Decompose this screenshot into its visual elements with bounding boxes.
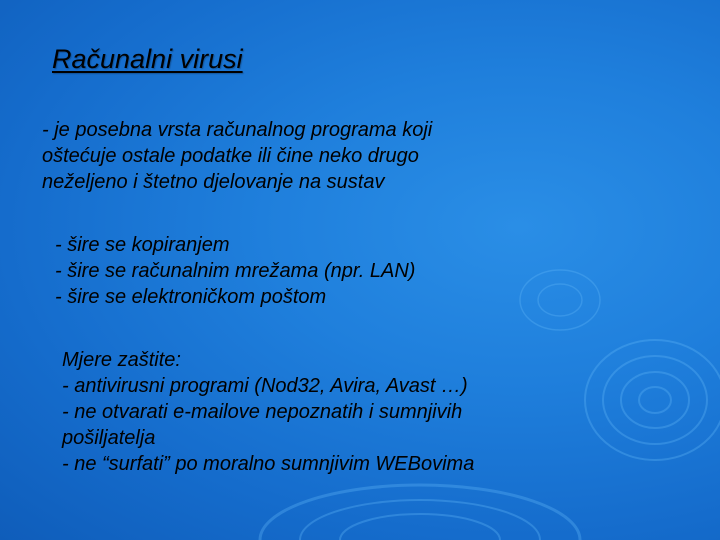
protection-line: pošiljatelja bbox=[62, 427, 156, 449]
definition-line: oštećuje ostale podatke ili čine neko drugo bbox=[42, 145, 419, 167]
spread-list-item: - šire se kopiranjem bbox=[55, 234, 230, 256]
protection-heading: Mjere zaštite: bbox=[62, 349, 181, 371]
protection-line: - ne “surfati” po moralno sumnjivim WEBovima bbox=[62, 453, 475, 475]
definition-paragraph bbox=[42, 117, 562, 195]
protection-section bbox=[62, 347, 474, 477]
slide-title: Računalni virusi bbox=[52, 44, 243, 74]
spread-list-item: - šire se računalnim mrežama (npr. LAN) bbox=[55, 260, 416, 282]
spread-list-item: - šire se elektroničkom poštom bbox=[55, 286, 327, 308]
spread-list bbox=[55, 232, 415, 310]
definition-line: neželjeno i štetno djelovanje na sustav bbox=[42, 171, 385, 193]
protection-line: - antivirusni programi (Nod32, Avira, Avast …) bbox=[62, 375, 468, 397]
definition-line: - je posebna vrsta računalnog programa koji bbox=[42, 119, 433, 141]
protection-line: - ne otvarati e-mailove nepoznatih i sumnjivih bbox=[62, 401, 463, 423]
